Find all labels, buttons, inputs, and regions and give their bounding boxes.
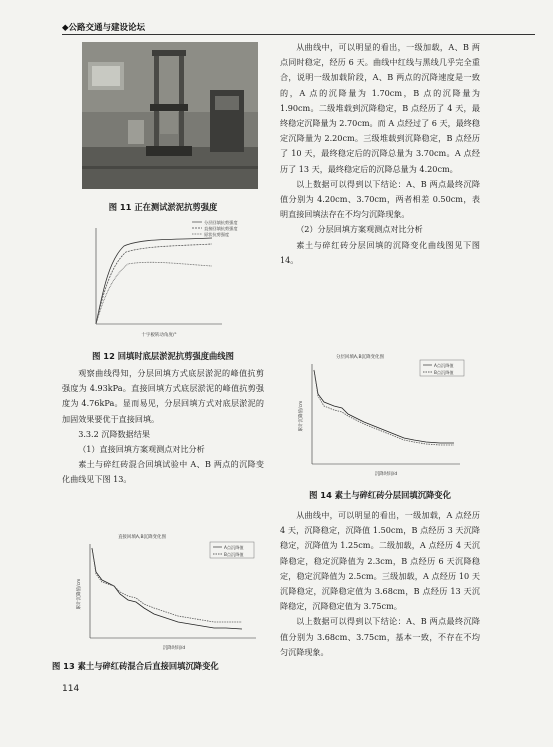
right-paragraph-5: 以上数据可以得到以下结论：A、B 两点最终沉降值分别为 3.68cm、3.75cm，基本一致，不存在不均匀沉降现象。 xyxy=(280,616,480,657)
right-text-block-2 xyxy=(280,508,480,660)
figure13-series-a xyxy=(92,548,242,629)
right-paragraph-1: 从曲线中，可以明显的看出，一级加载，A、B 两点同时稳定，经历 6 天。曲线中红线与黑线几乎完全重合，说明一级加载阶段，A、B 两点的沉降速度是一致的，A 点的沉降量为 1.70cm，B 点的沉降量为 1.90cm。二级堆载到沉降稳定，B 点经历了 4 天，最终稳定沉降量为 2.70cm。而 A 点经过了 6 天，最终稳定沉降量为 2.20cm。三级堆载到沉降稳定，B 点经历了 10 天，最终稳定后的沉降总量为 3.70cm。A 点经历了 13 天，最终稳定后的沉降总量为 4.20cm。 xyxy=(280,42,480,174)
figure13-legend-b: B点沉降值 xyxy=(224,552,244,557)
left-paragraph-1: 观察曲线得知，分层回填方式底层淤泥的峰值抗剪强度为 4.93kPa。直接回填方式底层淤泥的峰值抗剪强度为 4.76kPa。显而易见，分层回填方式对底层淤泥的加固效果要优于直接回填。 xyxy=(62,368,264,424)
figure12-series-original xyxy=(96,262,212,324)
figure14-xlabel: 沉降时间/d xyxy=(374,472,398,477)
figure13-xlabel: 沉降时间/d xyxy=(162,646,186,651)
figure12-series-direct xyxy=(96,244,212,324)
subsection-heading-layered: （2）分层回填方案观测点对比分析 xyxy=(296,224,423,235)
figure12-legend-3: 原状抗剪强度 xyxy=(204,232,230,237)
figure12-xlabel: 十字板转动角度/° xyxy=(141,333,177,338)
right-paragraph-2: 以上数据可以得到以下结论：A、B 两点最终沉降值分别为 4.20cm、3.70cm，两者相差 0.50cm，表明直接回填法存在不均匀沉降现象。 xyxy=(280,178,480,220)
figure13-chart xyxy=(62,530,264,652)
figure14-legend-b: B点沉降值 xyxy=(434,370,454,375)
section-heading-332: 3.3.2 沉降数据结果 xyxy=(78,428,150,439)
lab-photo-illustration xyxy=(82,42,258,189)
figure13-legend-a: A点沉降值 xyxy=(224,545,244,550)
figure14-legend-a: A点沉降值 xyxy=(434,363,454,368)
figure12-legend-1: 分层回填抗剪强度 xyxy=(204,220,238,225)
figure13-inner-title: 直接回填A,B沉降变化图 xyxy=(117,535,167,540)
figure14-caption: 图 14 素土与碎红砖分层回填沉降变化 xyxy=(309,490,451,500)
figure14-inner-title: 分层回填A,B沉降变化图 xyxy=(335,355,385,360)
figure12-legend xyxy=(192,219,238,238)
figure13-ylabel: 累计沉降值/cm xyxy=(77,578,82,610)
left-text-block xyxy=(62,366,264,488)
figure14-ylabel: 累计沉降值/cm xyxy=(299,400,304,432)
header-rule xyxy=(62,34,535,35)
left-paragraph-2: 素土与碎红砖混合回填试验中 A、B 两点的沉降变化曲线见下图 13。 xyxy=(62,459,264,485)
figure12-caption: 图 12 回填时底层淤泥抗剪强度曲线图 xyxy=(92,351,234,361)
figure11-photo xyxy=(82,42,258,189)
right-paragraph-4: 从曲线中，可以明显的看出，一级加载，A 点经历 4 天，沉降稳定，沉降值 1.50cm，B 点经历 3 天沉降稳定，沉降值为 1.25cm。二级加载，A 点经历 4 天沉降稳定，稳定沉降值为 2.3cm，B 点经历 6 天沉降稳定，稳定沉降值为 2.5cm。三级加载，A 点经历 10 天沉降稳定，沉降稳定值为 3.68cm，B 点经历 13 天沉降稳定，沉降稳定值为 3.75cm。 xyxy=(280,510,480,612)
figure12-legend-2: 直接回填抗剪强度 xyxy=(204,226,238,231)
page-number: 114 xyxy=(62,684,80,694)
figure14-series-b xyxy=(314,370,454,445)
subsection-heading-direct: （1）直接回填方案观测点对比分析 xyxy=(78,444,205,455)
figure14-chart xyxy=(290,350,470,478)
figure11-caption: 图 11 正在测试淤泥抗剪强度 xyxy=(108,202,218,212)
right-paragraph-3: 素土与碎红砖分层回填的沉降变化曲线图见下图 14。 xyxy=(280,239,480,265)
journal-header: ◆公路交通与建设论坛 xyxy=(62,23,146,33)
figure13-series-b xyxy=(92,548,242,622)
figure12-chart xyxy=(62,216,264,344)
right-text-block-1 xyxy=(280,40,480,268)
figure13-caption: 图 13 素土与碎红砖混合后直接回填沉降变化 xyxy=(52,661,219,671)
